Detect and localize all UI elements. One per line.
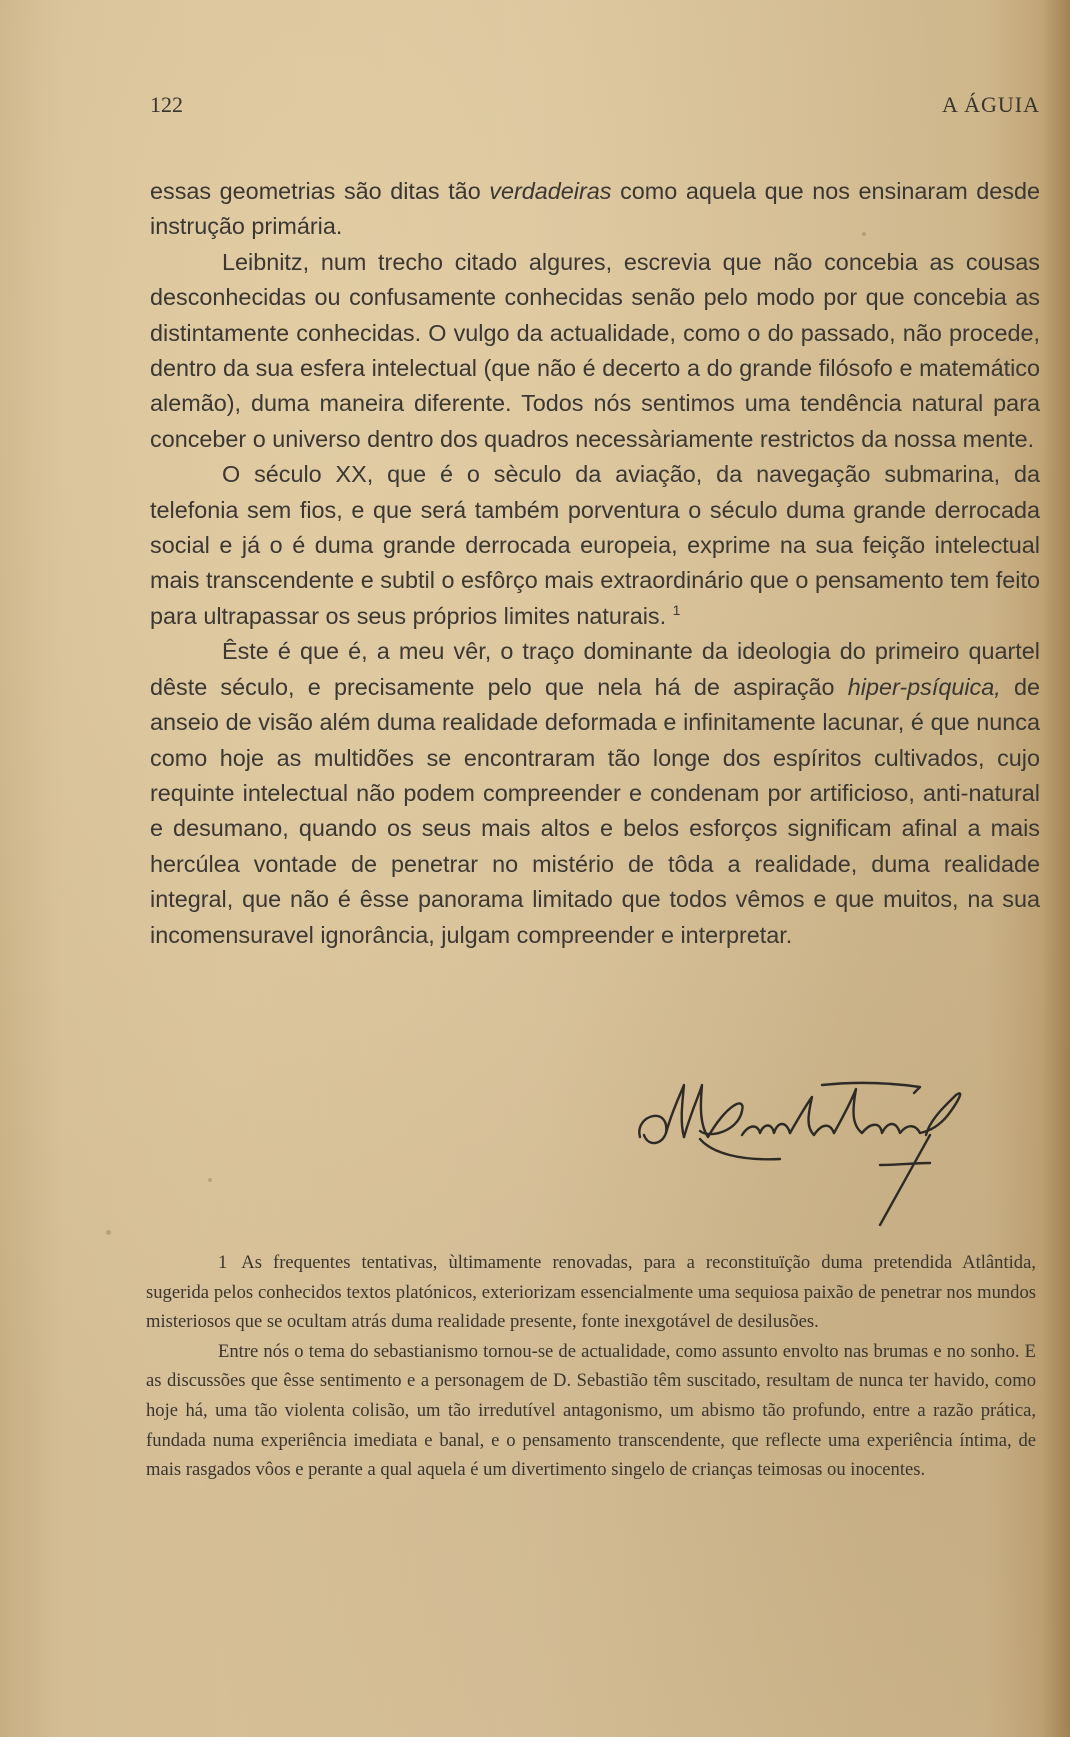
journal-title: A ÁGUIA xyxy=(941,92,1040,117)
paper-speck xyxy=(106,1230,111,1235)
footnote-reference: 1 xyxy=(672,602,681,619)
article-body xyxy=(150,174,1040,953)
emphasis-hiper-psiquica: hiper-psíquica, xyxy=(847,673,1001,700)
paragraph-4: Êste é que é, a meu vêr, o traço dominante da ideologia do primeiro quartel dêste século, e precisamente pelo que nela há de aspiração hiper-psíquica, de anseio de visão além duma realidade deformada e infinitamente lacunar, é que nunca como hoje as multidões se encontraram tão longe dos espíritos cultivados, cujo requinte intelectual não podem compreender e condenam por artificioso, anti-natural e desumano, quando os seus mais altos e belos esforços significam afinal a mais hercúlea vontade de penetrar no mistério de tôda a realidade, duma realidade integral, que não é êsse panorama limitado que todos vêmos e que muitos, na sua incomensuravel ignorância, julgam compreender e interpretar. xyxy=(150,638,1040,948)
page-edge-shadow xyxy=(1042,0,1070,1737)
paper-speck xyxy=(208,1178,212,1182)
page-number: 122 xyxy=(150,92,183,117)
footnotes xyxy=(146,1248,1036,1485)
paragraph-2: Leibnitz, num trecho citado algures, escrevia que não concebia as cousas desconhecidas ou confusamente conhecidas senão pelo modo por que concebia as distintamente conhecidas. O vulgo da actualidade, como o do passado, não procede, dentro da sua esfera intelectual (que não é decerto a do grande filósofo e matemático alemão), duma maneira diferente. Todos nós sentimos uma tendência natural para conceber o universo dentro dos quadros necessàriamente restrictos da nossa mente. xyxy=(150,248,1040,452)
footnote-1: 1 As frequentes tentativas, ùltimamente renovadas, para a reconstituïção duma pretendida Atlântida, sugerida pelos conhecidos textos platónicos, exteriorizam essencialmente uma sequiosa paixão de penetrar nos mundos misteriosos que se ocultam atrás duma realidade presente, fonte inexgotável de desilusões. xyxy=(146,1252,1036,1333)
footnote-1-continued: Entre nós o tema do sebastianismo tornou-se de actualidade, como assunto envolto nas brumas e no sonho. E as discussões que êsse sentimento e a personagem de D. Sebastião têm suscitado, resultam de nunca ter havido, como hoje há, uma tão violenta colisão, um tão irredutível antagonismo, um abismo tão profundo, entre a razão prática, fundada numa experiência imediata e banal, e o pensamento transcendente, que reflecte uma experiência íntima, de mais rasgados vôos e perante a qual aquela é um divertimento singelo de crianças teimosas ou inocentes. xyxy=(146,1340,1036,1481)
paragraph-1: essas geometrias são ditas tão verdadeiras como aquela que nos ensinaram desde instrução primária. xyxy=(150,178,1041,240)
footnote-mark: 1 xyxy=(218,1252,228,1273)
handwritten-signature xyxy=(630,1075,1030,1235)
paragraph-3: O século XX, que é o sèculo da aviação, da navegação submarina, da telefonia sem fios, e que será também porventura o século duma grande derrocada social e já o é duma grande derrocada europeia, exprime na sua feição intelectual mais transcendente e subtil o esfôrço mais extraordinário que o pensamento tem feito para ultrapassar os seus próprios limites naturais. $^1$ xyxy=(150,461,1040,629)
emphasis-verdadeiras: verdadeiras xyxy=(489,178,612,204)
